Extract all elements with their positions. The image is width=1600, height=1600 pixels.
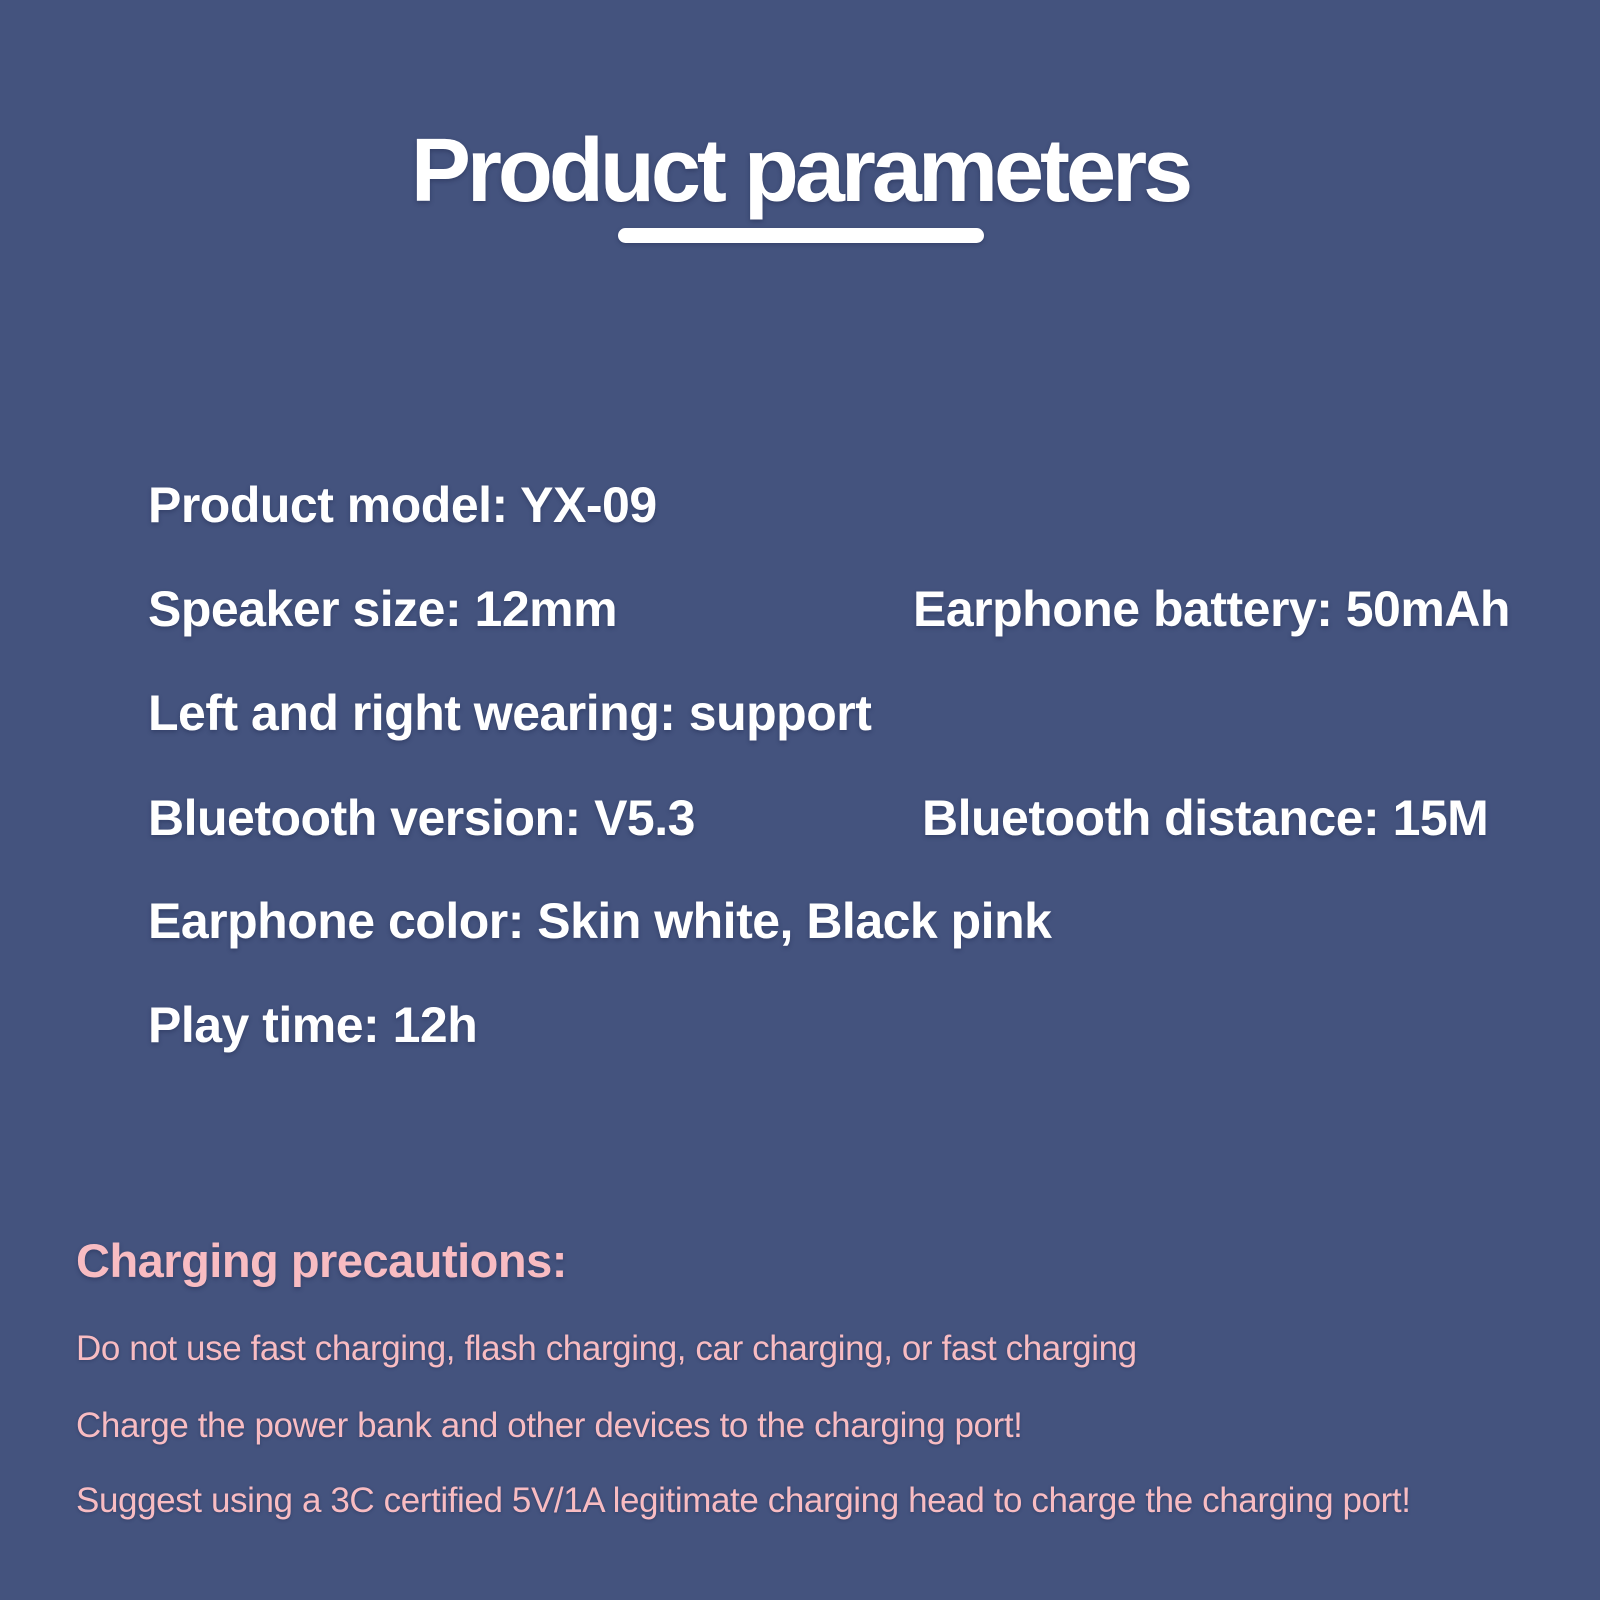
title-underline-divider: [618, 228, 984, 243]
spec-earphone-color: Earphone color: Skin white, Black pink: [148, 893, 1052, 949]
charging-precautions-heading: Charging precautions:: [76, 1234, 567, 1287]
precaution-line: Charge the power bank and other devices to the charging port!: [76, 1406, 1023, 1445]
spec-speaker-size: Speaker size: 12mm: [148, 581, 618, 637]
precaution-line: Suggest using a 3C certified 5V/1A legitimate charging head to charge the charging port!: [76, 1481, 1411, 1520]
precaution-line: Do not use fast charging, flash charging, car charging, or fast charging: [76, 1329, 1137, 1368]
spec-bluetooth-version: Bluetooth version: V5.3: [148, 790, 695, 846]
spec-earphone-battery: Earphone battery: 50mAh: [913, 581, 1510, 637]
spec-play-time: Play time: 12h: [148, 997, 478, 1053]
spec-bluetooth-distance: Bluetooth distance: 15M: [922, 790, 1489, 846]
spec-product-model: Product model: YX-09: [148, 477, 657, 533]
page-title: Product parameters: [410, 121, 1190, 222]
spec-left-right-wearing: Left and right wearing: support: [148, 685, 872, 741]
